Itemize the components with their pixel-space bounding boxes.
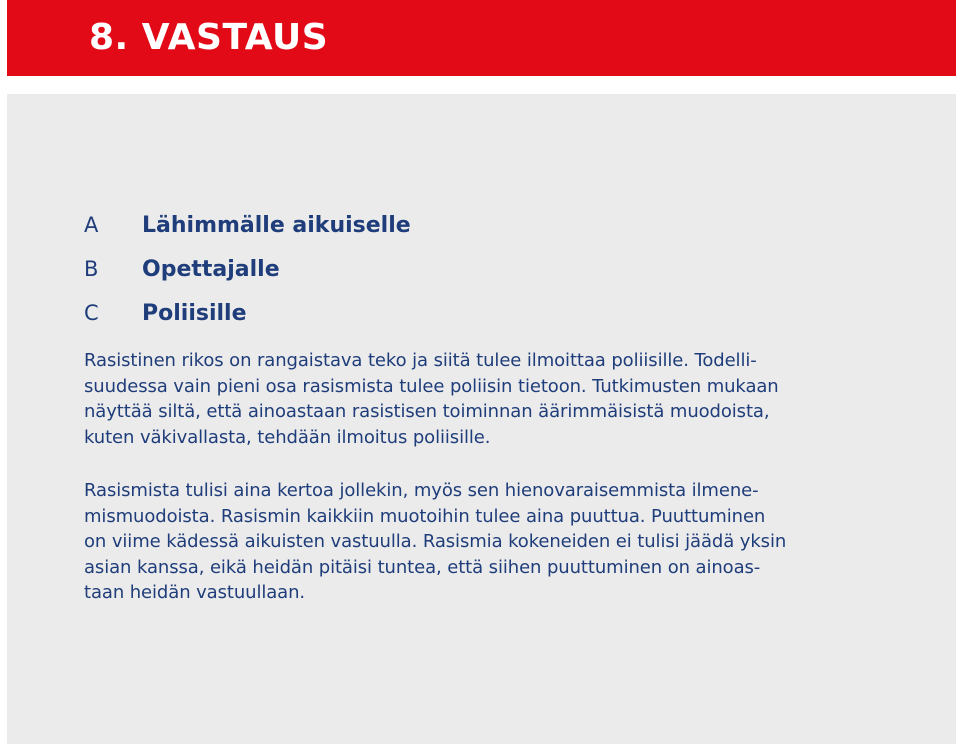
option-text: Opettajalle <box>142 256 280 282</box>
option-letter: A <box>84 213 99 237</box>
option-b <box>84 247 411 291</box>
paragraph-line: kuten väkivallasta, tehdään ilmoitus poliisille. <box>84 426 491 448</box>
option-a <box>84 203 411 247</box>
page-title: 8. VASTAUS <box>89 17 329 58</box>
option-text: Lähimmälle aikuiselle <box>142 212 411 238</box>
header-bar <box>7 0 956 76</box>
option-c <box>84 291 411 335</box>
paragraph-line: mismuodoista. Rasismin kaikkiin muotoihin tulee aina puuttua. Puuttuminen <box>84 505 766 527</box>
option-letter: C <box>84 301 99 325</box>
explanation-paragraph-2 <box>84 478 884 606</box>
paragraph-line: asian kanssa, eikä heidän pitäisi tuntea, että siihen puuttuminen on ainoas- <box>84 556 761 578</box>
explanation-paragraph-1 <box>84 348 884 450</box>
option-text: Poliisille <box>142 300 247 326</box>
paragraph-line: Rasismista tulisi aina kertoa jollekin, myös sen hienovaraisemmista ilmene- <box>84 480 759 501</box>
paragraph-line: näyttää siltä, että ainoastaan rasistisen toiminnan äärimmäisistä muodoista, <box>84 401 770 422</box>
option-letter: B <box>84 257 99 281</box>
answer-options <box>84 203 411 335</box>
paragraph-line: Rasistinen rikos on rangaistava teko ja siitä tulee ilmoittaa poliisille. Todelli- <box>84 350 757 371</box>
paragraph-line: taan heidän vastuullaan. <box>84 582 306 603</box>
paragraph-line: suudessa vain pieni osa rasismista tulee poliisin tietoon. Tutkimusten mukaan <box>84 375 779 397</box>
paragraph-line: on viime kädessä aikuisten vastuulla. Rasismia kokeneiden ei tulisi jäädä yksin <box>84 531 787 552</box>
